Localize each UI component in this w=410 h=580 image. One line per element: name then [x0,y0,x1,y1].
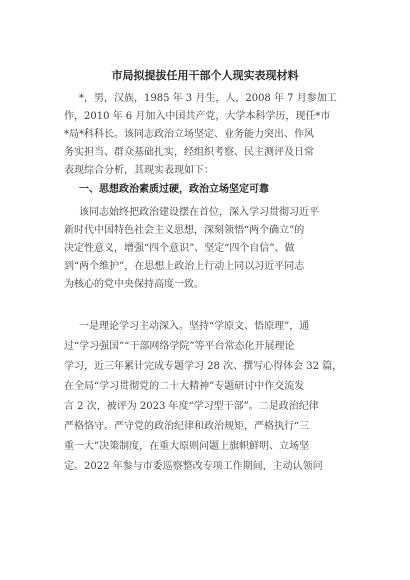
paragraph-line: 定。2022 年参与市委巡察整改专项工作期间，主动认领问 [64,461,323,472]
paragraph-line: 一是理论学习主动深入。坚持“学原文、悟原理”，通 [79,321,310,332]
paragraph-line: 学习，近三年累计完成专题学习 28 次、撰写心得体会 32 篇， [64,361,343,372]
paragraph-line: 言 2 次，被评为 2023 年度“学习型干部”。二是政治纪律 [64,401,319,412]
section-heading: 一、思想政治素质过硬，政治立场坚定可靠 [79,184,269,195]
paragraph-line: 该同志始终把政治建设摆在首位，深入学习贯彻习近平 [79,207,319,218]
paragraph-line: 到“两个维护”，在思想上政治上行动上同以习近平同志 [64,261,305,272]
intro-line: *，男，汉族，1985 年 3 月生，人，2008 年 7 月参加工 [79,93,337,104]
intro-line: 作，2010 年 6 月加入中国共产党，大学本科学历，现任*市 [64,111,331,122]
document-title: 市局拟提拔任用干部个人现实表现材料 [111,69,299,82]
intro-line: 务实担当、群众基础扎实，经组织考察、民主测评及日常 [64,147,314,158]
intro-line: *局*科科长。该同志政治立场坚定、业务能力突出、作风 [64,129,314,140]
intro-line: 表现综合分析，其现实表现如下： [64,165,214,176]
paragraph-line: 决定性意义，增强“四个意识”、坚定“四个自信”、做 [64,243,295,254]
paragraph-line: 严格恪守。严守党的政治纪律和政治规矩，严格执行“三 [64,421,310,432]
paragraph-line: 为核心的党中央保持高度一致。 [64,279,204,290]
paragraph-line: 过“学习强国”“干部网络学院”等平台常态化开展理论 [64,341,295,352]
paragraph-line: 新时代中国特色社会主义思想，深刻领悟“两个确立”的 [64,225,305,236]
paragraph-line: 在全局“学习贯彻党的二十大精神”专题研讨中作交流发 [64,381,305,392]
paragraph-line: 重一大”决策制度，在重大原则问题上旗帜鲜明、立场坚 [64,441,310,452]
